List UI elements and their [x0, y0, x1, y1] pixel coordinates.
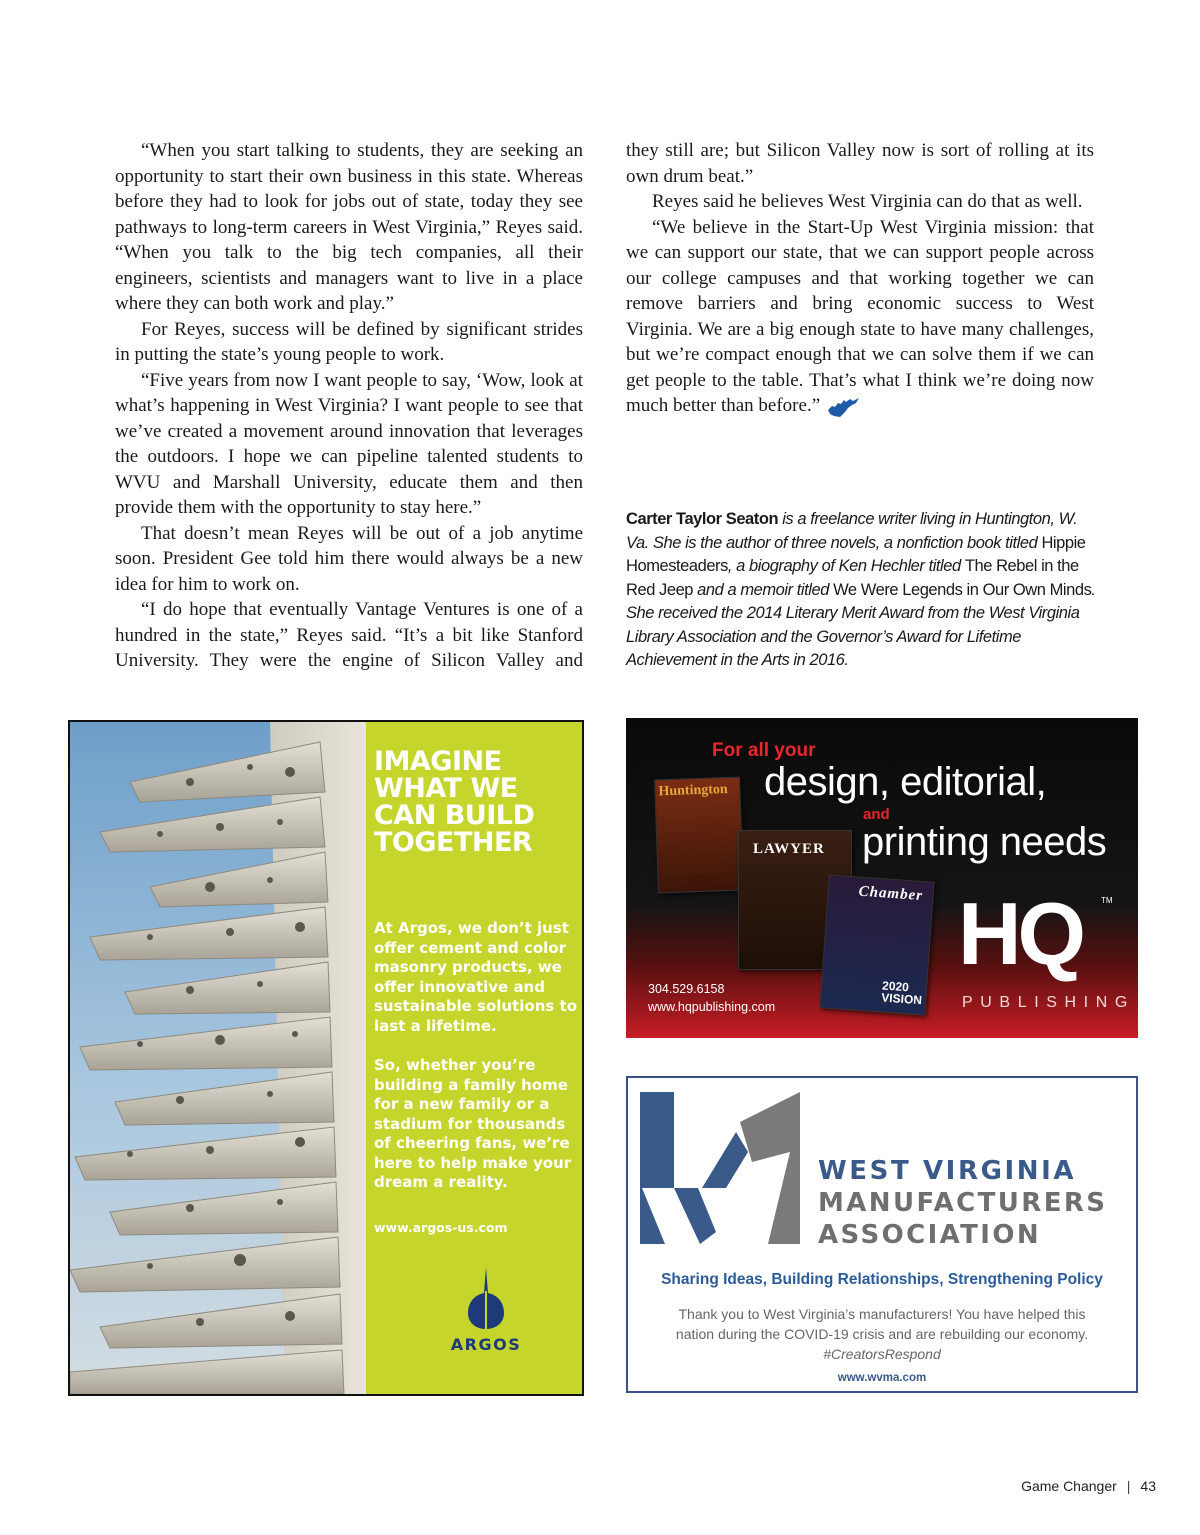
wvma-logo-icon — [640, 1092, 800, 1244]
argos-logo — [426, 1267, 546, 1354]
author-name: Carter Taylor Seaton — [626, 510, 779, 528]
argos-body-text: So, whether you’re building a family home for a new family or a stadium for thousands of cheering fans, we’re here to help make your dream a reality. — [374, 1056, 572, 1191]
hq-headline-line2: printing needs — [862, 820, 1107, 864]
book-title: The Rebel in the Red Jeep — [626, 557, 1079, 599]
bio-text: is a freelance writer living in Huntington, W. Va. She is the author of three novels, a nonfiction book titled — [626, 510, 1078, 552]
article-paragraph: “Five years from now I want people to say, ‘Wow, look at what’s happening in West Virginia? I want people to see that we’ve created a movement around innovation that leverages the outdoors. I hope we can pipeline talented students to WVU and Marshall University, educate them and then provide them with the opportunity to stay here.” — [115, 369, 583, 518]
wvma-name-line: MANUFACTURERS — [818, 1188, 1108, 1218]
hq-logo: HQ — [958, 884, 1082, 983]
article-paragraph: For Reyes, success will be defined by significant strides in putting the state’s young people to work. — [115, 318, 583, 365]
wvma-advertisement[interactable] — [626, 1076, 1138, 1393]
wvma-url-link[interactable]: www.wvma.com — [837, 1372, 927, 1384]
hq-and-text: and — [863, 806, 890, 823]
wvma-name-line: ASSOCIATION — [818, 1220, 1042, 1250]
hq-website-link[interactable]: www.hqpublishing.com — [648, 1000, 776, 1014]
magazine-title: LAWYER — [753, 841, 825, 857]
argos-url-link[interactable]: www.argos-us.com — [374, 1220, 508, 1235]
wvma-tagline: Sharing Ideas, Building Relationships, Strengthening Policy — [661, 1271, 1103, 1288]
article-paragraph: That doesn’t mean Reyes will be out of a job anytime soon. President Gee told him there would always be a new idea for him to work on. — [115, 522, 583, 595]
argos-logo-icon — [466, 1267, 506, 1329]
article-right-column — [626, 138, 1094, 419]
hq-trademark: TM — [1101, 896, 1113, 905]
bio-text: . She received the 2014 Literary Merit Award from the West Virginia Library Association and the Governor’s Award for Lifetime Achievement in the Arts in 2016. — [626, 580, 1096, 669]
book-title: Hippie Homesteaders — [626, 533, 1086, 575]
west-virginia-state-icon — [826, 396, 860, 418]
wvma-thanks-line: nation during the COVID-19 crisis and are rebuilding our economy. — [675, 1326, 1089, 1342]
page-number: 43 — [1140, 1478, 1156, 1494]
argos-brand-name: ARGOS — [450, 1335, 522, 1354]
article-paragraph: “I do hope that eventually Vantage Ventures is one of a hundred in the state,” Reyes said. “It’s a bit like Stanford University. They were the engine of Silicon Valley and — [115, 599, 583, 671]
magazine-title: Huntington — [658, 781, 728, 800]
argos-headline: IMAGINE WHAT WE CAN BUILD TOGETHER — [374, 746, 535, 858]
magazine-cover-huntington — [654, 777, 744, 894]
magazine-title: Chamber — [858, 883, 924, 905]
footer-divider: | — [1126, 1478, 1131, 1494]
article-paragraph-text: “We believe in the Start-Up West Virginia mission: that we can support our state, that we can support people across our college campuses and that working together we can remove barriers and bring economic success to West Virginia. We are a big enough state to have many challenges, but we’re compact enough that we can solve them if we can get people to the table. That’s what I think we’re doing now much better than before.” — [626, 216, 1094, 416]
author-bio — [626, 508, 1096, 673]
argos-building-photo — [70, 722, 366, 1394]
hq-publishing-advertisement[interactable] — [626, 718, 1138, 1038]
article-paragraph: “When you start talking to students, they are seeking an opportunity to start their own business in this state. Whereas before they had to look for jobs out of state, today they see pathways to long-term careers in West Virginia,” Reyes said. “When you talk to the big tech companies, all their engineers, scientists and managers want to live in a place where they can both work and play.” — [115, 140, 583, 314]
magazine-subtitle: 2020 VISION — [880, 978, 923, 1008]
section-name: Game Changer — [1021, 1478, 1117, 1494]
argos-body-text: At Argos, we don’t just offer cement and color masonry products, we offer innovative and sustainable solutions to last a lifetime. — [374, 919, 578, 1035]
wvma-name-line: WEST VIRGINIA — [818, 1156, 1077, 1186]
article-paragraph: they still are; but Silicon Valley now is sort of rolling at its own drum beat.” — [626, 140, 1094, 187]
hq-phone-number: 304.529.6158 — [648, 982, 725, 996]
argos-text-panel — [366, 722, 582, 1394]
bio-text: and a memoir titled — [693, 580, 834, 599]
wvma-thanks-line: Thank you to West Virginia’s manufacturers! You have helped this — [678, 1306, 1086, 1322]
bio-text: , a biography of Ken Hechler titled — [727, 557, 965, 575]
article-paragraph: Reyes said he believes West Virginia can do that as well. — [652, 191, 1083, 212]
wvma-hashtag: #CreatorsRespond — [823, 1346, 941, 1362]
argos-advertisement[interactable] — [68, 720, 584, 1396]
hq-tagline-for-all: For all your — [712, 740, 816, 761]
article-left-column — [115, 138, 583, 674]
page-footer — [1021, 1478, 1156, 1494]
hq-publishing-wordmark: PUBLISHING — [962, 994, 1135, 1011]
wvma-thank-you-text — [628, 1304, 1136, 1344]
hq-headline-line1: design, editorial, — [764, 760, 1047, 804]
magazine-cover-chamber — [819, 874, 934, 1015]
article-paragraph — [626, 215, 1094, 419]
book-title: We Were Legends in Our Own Minds — [833, 580, 1092, 599]
